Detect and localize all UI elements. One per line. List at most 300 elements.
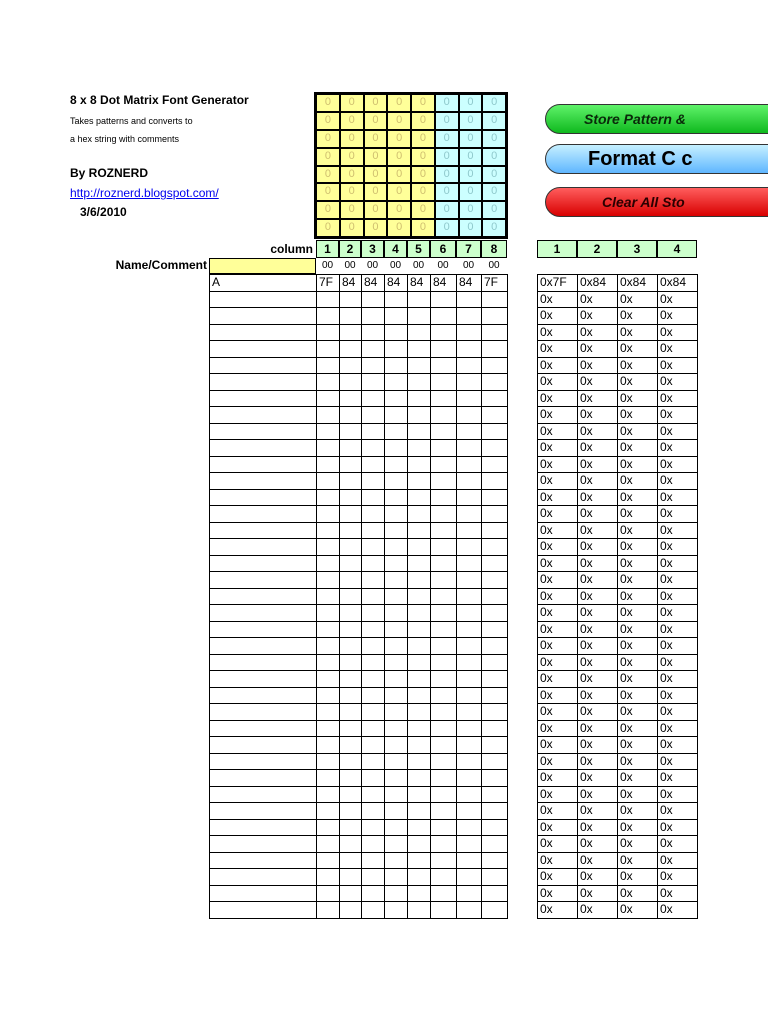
stored-hex-cell[interactable] [408,688,431,705]
stored-hex-cell[interactable] [362,308,385,325]
stored-hex-cell[interactable] [408,721,431,738]
stored-hex-cell[interactable] [362,787,385,804]
stored-hex-cell[interactable] [408,853,431,870]
stored-hex-cell[interactable] [340,787,362,804]
stored-hex-cell[interactable] [317,803,340,820]
stored-hex-cell[interactable] [431,638,457,655]
stored-hex-cell[interactable] [385,391,408,408]
stored-name-cell[interactable] [210,341,317,358]
stored-hex-cell[interactable] [431,721,457,738]
stored-name-cell[interactable] [210,721,317,738]
stored-hex-cell[interactable] [385,424,408,441]
stored-hex-cell[interactable] [340,440,362,457]
stored-hex-cell[interactable] [385,325,408,342]
matrix-cell[interactable]: 0 [482,94,506,112]
stored-hex-cell[interactable] [482,589,508,606]
stored-hex-cell[interactable] [317,638,340,655]
stored-hex-cell[interactable] [362,605,385,622]
stored-hex-cell[interactable] [431,308,457,325]
stored-hex-cell[interactable] [457,671,482,688]
stored-hex-cell[interactable] [340,770,362,787]
stored-hex-cell[interactable] [317,341,340,358]
stored-hex-cell[interactable] [317,605,340,622]
stored-hex-cell[interactable] [317,556,340,573]
stored-hex-cell[interactable] [362,622,385,639]
stored-name-cell[interactable] [210,886,317,903]
matrix-cell[interactable]: 0 [482,166,506,184]
stored-hex-cell[interactable] [340,424,362,441]
stored-hex-cell[interactable] [385,605,408,622]
stored-hex-cell[interactable] [385,490,408,507]
matrix-cell[interactable]: 0 [316,166,340,184]
stored-hex-cell[interactable] [457,853,482,870]
stored-hex-cell[interactable] [340,655,362,672]
stored-hex-cell[interactable] [482,341,508,358]
stored-hex-cell[interactable] [317,869,340,886]
stored-hex-cell[interactable] [385,836,408,853]
stored-hex-cell[interactable] [385,886,408,903]
stored-hex-cell[interactable] [362,688,385,705]
stored-hex-cell[interactable] [431,374,457,391]
stored-hex-cell[interactable] [340,341,362,358]
stored-hex-cell[interactable] [385,787,408,804]
stored-hex-cell[interactable] [431,358,457,375]
stored-hex-cell[interactable] [431,292,457,309]
stored-hex-cell[interactable]: 84 [457,275,482,292]
matrix-cell[interactable]: 0 [411,148,435,166]
stored-hex-cell[interactable] [317,292,340,309]
stored-hex-cell[interactable] [431,605,457,622]
stored-hex-cell[interactable] [340,589,362,606]
matrix-cell[interactable]: 0 [435,148,459,166]
matrix-cell[interactable]: 0 [435,166,459,184]
matrix-cell[interactable]: 0 [482,219,506,237]
stored-hex-cell[interactable] [362,704,385,721]
stored-hex-cell[interactable] [317,506,340,523]
stored-hex-cell[interactable] [431,490,457,507]
matrix-cell[interactable]: 0 [387,148,411,166]
stored-hex-cell[interactable] [408,737,431,754]
stored-hex-cell[interactable] [457,803,482,820]
stored-hex-cell[interactable] [482,721,508,738]
stored-hex-cell[interactable] [431,820,457,837]
stored-hex-cell[interactable] [431,688,457,705]
stored-hex-cell[interactable] [457,638,482,655]
stored-hex-cell[interactable] [408,292,431,309]
stored-hex-cell[interactable] [482,407,508,424]
matrix-cell[interactable]: 0 [435,94,459,112]
stored-hex-cell[interactable] [482,836,508,853]
stored-hex-cell[interactable] [431,803,457,820]
stored-hex-cell[interactable] [385,803,408,820]
matrix-cell[interactable]: 0 [411,219,435,237]
stored-hex-cell[interactable] [482,292,508,309]
stored-name-cell[interactable] [210,605,317,622]
matrix-cell[interactable]: 0 [340,183,364,201]
stored-hex-cell[interactable] [408,341,431,358]
stored-hex-cell[interactable] [340,605,362,622]
stored-name-cell[interactable] [210,407,317,424]
stored-name-cell[interactable] [210,308,317,325]
stored-hex-cell[interactable] [431,457,457,474]
stored-hex-cell[interactable] [408,638,431,655]
stored-hex-cell[interactable] [408,490,431,507]
matrix-cell[interactable]: 0 [411,94,435,112]
matrix-cell[interactable]: 0 [411,130,435,148]
stored-hex-cell[interactable] [362,341,385,358]
stored-hex-cell[interactable] [340,737,362,754]
matrix-cell[interactable]: 0 [482,201,506,219]
stored-hex-cell[interactable] [457,490,482,507]
stored-hex-cell[interactable] [408,440,431,457]
stored-hex-cell[interactable] [340,704,362,721]
stored-hex-cell[interactable] [317,886,340,903]
stored-hex-cell[interactable] [317,539,340,556]
stored-hex-cell[interactable] [362,655,385,672]
stored-hex-cell[interactable] [385,622,408,639]
stored-name-cell[interactable] [210,523,317,540]
stored-hex-cell[interactable] [431,902,457,919]
stored-hex-cell[interactable] [362,523,385,540]
stored-hex-cell[interactable] [457,473,482,490]
stored-hex-cell[interactable] [317,721,340,738]
matrix-cell[interactable]: 0 [459,166,483,184]
matrix-cell[interactable]: 0 [364,112,388,130]
stored-hex-cell[interactable] [457,556,482,573]
stored-hex-cell[interactable] [457,325,482,342]
stored-hex-cell[interactable] [482,308,508,325]
stored-hex-cell[interactable] [385,308,408,325]
stored-hex-cell[interactable] [482,671,508,688]
stored-hex-cell[interactable] [408,754,431,771]
stored-hex-cell[interactable] [362,473,385,490]
stored-hex-cell[interactable] [482,787,508,804]
stored-name-cell[interactable]: A [210,275,317,292]
matrix-cell[interactable]: 0 [387,112,411,130]
matrix-cell[interactable]: 0 [459,148,483,166]
stored-hex-cell[interactable] [385,358,408,375]
stored-hex-cell[interactable]: 84 [385,275,408,292]
stored-name-cell[interactable] [210,803,317,820]
stored-hex-cell[interactable] [431,572,457,589]
stored-hex-cell[interactable] [385,688,408,705]
stored-hex-cell[interactable] [317,671,340,688]
stored-hex-cell[interactable] [340,407,362,424]
stored-name-cell[interactable] [210,391,317,408]
matrix-cell[interactable]: 0 [482,112,506,130]
stored-hex-cell[interactable]: 84 [340,275,362,292]
stored-hex-cell[interactable] [431,886,457,903]
stored-hex-cell[interactable] [431,523,457,540]
matrix-cell[interactable]: 0 [316,219,340,237]
stored-hex-cell[interactable] [408,523,431,540]
matrix-cell[interactable]: 0 [340,201,364,219]
stored-name-cell[interactable] [210,440,317,457]
stored-hex-cell[interactable] [482,490,508,507]
stored-hex-cell[interactable] [431,506,457,523]
stored-hex-cell[interactable] [457,688,482,705]
stored-hex-cell[interactable] [408,704,431,721]
stored-hex-cell[interactable] [340,902,362,919]
stored-hex-cell[interactable] [385,869,408,886]
stored-hex-cell[interactable] [431,407,457,424]
stored-hex-cell[interactable] [431,424,457,441]
stored-hex-cell[interactable] [457,407,482,424]
stored-hex-cell[interactable] [362,490,385,507]
stored-hex-cell[interactable] [482,688,508,705]
stored-hex-cell[interactable] [317,853,340,870]
stored-hex-cell[interactable] [457,589,482,606]
stored-hex-cell[interactable] [340,836,362,853]
stored-hex-cell[interactable] [340,869,362,886]
stored-hex-cell[interactable] [362,886,385,903]
stored-hex-cell[interactable] [457,391,482,408]
stored-hex-cell[interactable]: 7F [317,275,340,292]
stored-hex-cell[interactable] [457,523,482,540]
stored-name-cell[interactable] [210,457,317,474]
matrix-cell[interactable]: 0 [482,130,506,148]
stored-hex-cell[interactable] [408,836,431,853]
stored-hex-cell[interactable] [362,803,385,820]
stored-name-cell[interactable] [210,820,317,837]
stored-hex-cell[interactable] [408,869,431,886]
stored-hex-cell[interactable] [431,853,457,870]
stored-hex-cell[interactable] [408,391,431,408]
stored-hex-cell[interactable] [457,292,482,309]
stored-hex-cell[interactable] [340,572,362,589]
stored-hex-cell[interactable] [317,704,340,721]
stored-hex-cell[interactable] [340,671,362,688]
stored-hex-cell[interactable] [340,490,362,507]
matrix-cell[interactable]: 0 [316,94,340,112]
matrix-cell[interactable]: 0 [364,166,388,184]
stored-hex-cell[interactable] [482,523,508,540]
stored-hex-cell[interactable] [362,853,385,870]
blog-link[interactable]: http://roznerd.blogspot.com/ [70,186,219,200]
stored-hex-cell[interactable] [362,638,385,655]
stored-hex-cell[interactable] [385,589,408,606]
stored-hex-cell[interactable] [362,836,385,853]
stored-hex-cell[interactable] [482,374,508,391]
stored-hex-cell[interactable] [457,770,482,787]
stored-hex-cell[interactable] [431,836,457,853]
matrix-cell[interactable]: 0 [316,201,340,219]
stored-hex-cell[interactable] [457,457,482,474]
stored-hex-cell[interactable] [408,787,431,804]
matrix-cell[interactable]: 0 [340,148,364,166]
stored-hex-cell[interactable] [385,341,408,358]
stored-hex-cell[interactable] [408,407,431,424]
matrix-cell[interactable]: 0 [340,112,364,130]
matrix-cell[interactable]: 0 [459,183,483,201]
stored-hex-cell[interactable] [340,539,362,556]
stored-name-cell[interactable] [210,754,317,771]
stored-hex-cell[interactable] [482,754,508,771]
stored-hex-cell[interactable] [317,391,340,408]
stored-hex-cell[interactable] [482,457,508,474]
matrix-cell[interactable]: 0 [316,183,340,201]
stored-hex-cell[interactable] [457,622,482,639]
stored-name-cell[interactable] [210,292,317,309]
stored-hex-cell[interactable] [362,440,385,457]
stored-hex-cell[interactable] [317,424,340,441]
stored-hex-cell[interactable] [362,407,385,424]
matrix-cell[interactable]: 0 [387,166,411,184]
stored-hex-cell[interactable] [340,803,362,820]
stored-hex-cell[interactable] [457,539,482,556]
stored-hex-cell[interactable] [317,836,340,853]
stored-hex-cell[interactable] [340,506,362,523]
stored-hex-cell[interactable] [408,902,431,919]
stored-hex-cell[interactable] [340,638,362,655]
stored-name-cell[interactable] [210,836,317,853]
stored-hex-cell[interactable] [362,424,385,441]
stored-hex-cell[interactable] [317,688,340,705]
stored-hex-cell[interactable] [362,770,385,787]
stored-hex-cell[interactable] [408,803,431,820]
stored-hex-cell[interactable] [340,853,362,870]
stored-hex-cell[interactable] [482,737,508,754]
matrix-cell[interactable]: 0 [459,201,483,219]
matrix-cell[interactable]: 0 [387,130,411,148]
stored-name-cell[interactable] [210,506,317,523]
stored-hex-cell[interactable] [385,671,408,688]
stored-hex-cell[interactable]: 84 [431,275,457,292]
stored-hex-cell[interactable] [362,902,385,919]
stored-hex-cell[interactable] [482,704,508,721]
matrix-cell[interactable]: 0 [387,183,411,201]
matrix-cell[interactable]: 0 [340,130,364,148]
stored-hex-cell[interactable] [362,721,385,738]
stored-hex-cell[interactable] [431,391,457,408]
stored-hex-cell[interactable] [317,754,340,771]
stored-hex-cell[interactable] [317,358,340,375]
stored-hex-cell[interactable] [482,325,508,342]
stored-hex-cell[interactable] [482,638,508,655]
matrix-cell[interactable]: 0 [435,201,459,219]
stored-hex-cell[interactable] [362,754,385,771]
stored-hex-cell[interactable] [385,457,408,474]
stored-hex-cell[interactable] [317,523,340,540]
stored-hex-cell[interactable] [431,655,457,672]
stored-name-cell[interactable] [210,671,317,688]
stored-hex-cell[interactable] [482,473,508,490]
stored-name-cell[interactable] [210,638,317,655]
stored-hex-cell[interactable] [431,737,457,754]
stored-hex-cell[interactable] [457,341,482,358]
store-pattern-button[interactable]: Store Pattern & [545,104,768,134]
stored-hex-cell[interactable] [408,589,431,606]
stored-hex-cell[interactable] [385,523,408,540]
matrix-cell[interactable]: 0 [459,219,483,237]
name-comment-input[interactable] [209,258,316,274]
stored-hex-cell[interactable] [457,655,482,672]
stored-name-cell[interactable] [210,688,317,705]
stored-hex-cell[interactable] [362,572,385,589]
matrix-cell[interactable]: 0 [411,201,435,219]
stored-hex-cell[interactable] [317,737,340,754]
matrix-cell[interactable]: 0 [435,112,459,130]
stored-hex-cell[interactable] [457,704,482,721]
stored-hex-cell[interactable] [385,737,408,754]
stored-hex-cell[interactable] [457,605,482,622]
stored-hex-cell[interactable] [408,556,431,573]
stored-hex-cell[interactable] [317,622,340,639]
stored-hex-cell[interactable] [317,787,340,804]
stored-hex-cell[interactable] [362,671,385,688]
stored-hex-cell[interactable] [408,820,431,837]
stored-hex-cell[interactable] [385,721,408,738]
stored-hex-cell[interactable] [408,605,431,622]
stored-hex-cell[interactable] [408,457,431,474]
stored-hex-cell[interactable] [457,308,482,325]
stored-name-cell[interactable] [210,589,317,606]
stored-hex-cell[interactable] [482,869,508,886]
stored-hex-cell[interactable] [431,704,457,721]
stored-hex-cell[interactable]: 84 [408,275,431,292]
matrix-cell[interactable]: 0 [459,94,483,112]
stored-hex-cell[interactable] [340,754,362,771]
stored-hex-cell[interactable] [385,572,408,589]
stored-hex-cell[interactable] [362,358,385,375]
stored-hex-cell[interactable] [457,787,482,804]
stored-hex-cell[interactable] [457,358,482,375]
stored-hex-cell[interactable] [457,424,482,441]
stored-name-cell[interactable] [210,704,317,721]
stored-hex-cell[interactable] [482,440,508,457]
matrix-cell[interactable]: 0 [340,94,364,112]
stored-hex-cell[interactable] [317,308,340,325]
stored-hex-cell[interactable] [431,754,457,771]
stored-hex-cell[interactable] [385,374,408,391]
stored-hex-cell[interactable] [482,820,508,837]
stored-hex-cell[interactable] [457,836,482,853]
matrix-cell[interactable]: 0 [316,130,340,148]
stored-hex-cell[interactable] [482,770,508,787]
stored-hex-cell[interactable] [317,902,340,919]
stored-hex-cell[interactable] [362,869,385,886]
matrix-cell[interactable]: 0 [387,201,411,219]
stored-hex-cell[interactable] [340,820,362,837]
format-c-button[interactable]: Format C c [545,144,768,174]
stored-hex-cell[interactable] [385,539,408,556]
stored-hex-cell[interactable] [408,622,431,639]
matrix-cell[interactable]: 0 [435,219,459,237]
stored-hex-cell[interactable] [431,539,457,556]
matrix-cell[interactable]: 0 [411,183,435,201]
stored-hex-cell[interactable] [408,770,431,787]
stored-hex-cell[interactable] [482,853,508,870]
stored-hex-cell[interactable] [408,572,431,589]
stored-hex-cell[interactable] [340,391,362,408]
stored-hex-cell[interactable] [340,374,362,391]
stored-hex-cell[interactable] [340,886,362,903]
stored-hex-cell[interactable] [431,622,457,639]
stored-hex-cell[interactable] [317,407,340,424]
stored-hex-cell[interactable] [385,506,408,523]
stored-hex-cell[interactable] [385,704,408,721]
stored-hex-cell[interactable] [362,391,385,408]
stored-hex-cell[interactable] [408,358,431,375]
stored-name-cell[interactable] [210,655,317,672]
stored-name-cell[interactable] [210,787,317,804]
stored-hex-cell[interactable] [385,638,408,655]
stored-hex-cell[interactable] [431,787,457,804]
stored-hex-cell[interactable] [362,374,385,391]
stored-name-cell[interactable] [210,358,317,375]
stored-hex-cell[interactable] [340,688,362,705]
stored-hex-cell[interactable] [482,622,508,639]
